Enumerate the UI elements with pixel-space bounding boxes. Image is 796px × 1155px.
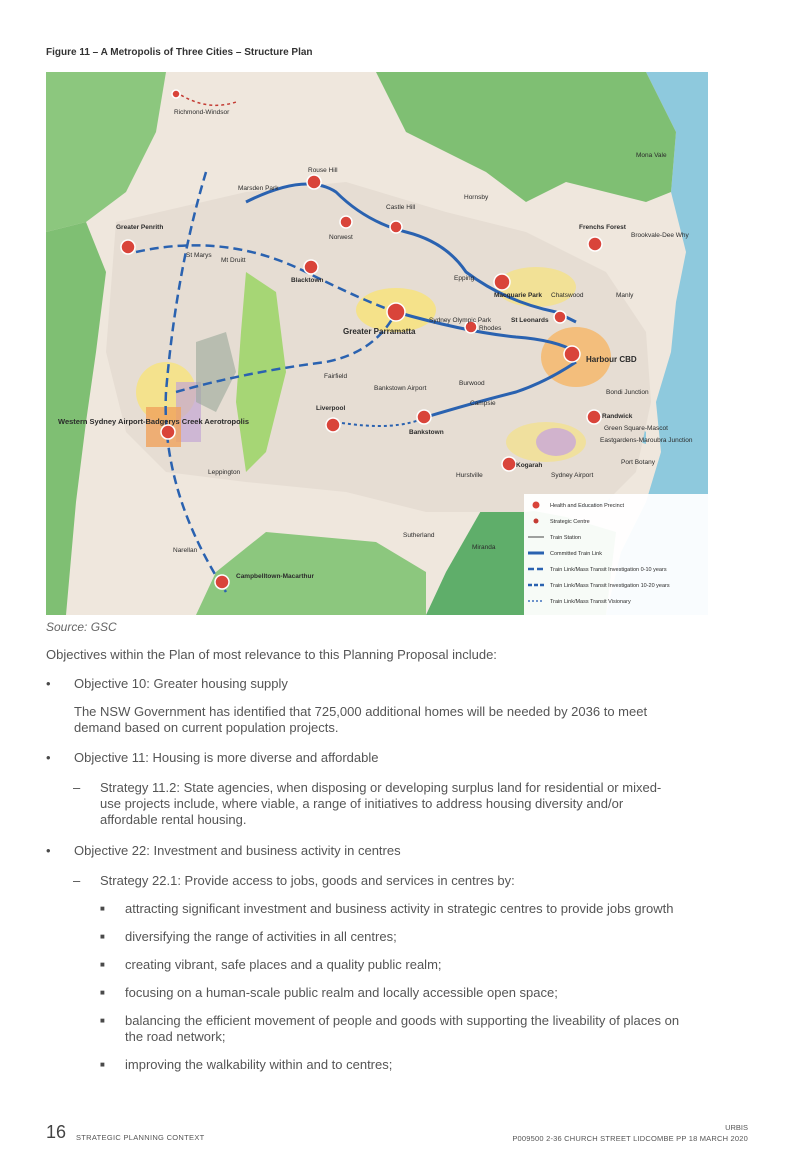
label-green-square: Green Square-Mascot xyxy=(604,425,668,432)
label-campsie: Campsie xyxy=(470,400,496,407)
obj10-line: demand based on current population projects. xyxy=(74,720,339,735)
label-miranda: Miranda xyxy=(472,544,496,551)
precinct-parramatta xyxy=(387,303,405,321)
bullet-dash: – xyxy=(73,873,81,888)
label-castle-hill: Castle Hill xyxy=(386,204,416,211)
map-svg xyxy=(46,72,708,615)
objective-22: Objective 22: Investment and business activity in centres xyxy=(74,843,401,858)
precinct-st-leonards xyxy=(554,311,566,323)
label-mona-vale: Mona Vale xyxy=(636,152,667,159)
figure-title: Figure 11 – A Metropolis of Three Cities – Structure Plan xyxy=(46,47,313,58)
legend-item-committed: Committed Train Link xyxy=(550,551,602,557)
label-sutherland: Sutherland xyxy=(403,532,435,539)
label-mt-druitt: Mt Druitt xyxy=(221,257,246,264)
precinct-bankstown xyxy=(417,410,431,424)
list-item-line: balancing the efficient movement of people and goods with supporting the liveability of places on xyxy=(125,1013,680,1028)
precinct-aerotropolis xyxy=(161,425,175,439)
precinct-harbour-cbd xyxy=(564,346,580,362)
list-item: improving the walkability within and to centres; xyxy=(125,1057,393,1072)
legend-item-centre: Strategic Centre xyxy=(550,519,590,525)
bullet-square: ■ xyxy=(100,988,105,997)
bullet-square: ■ xyxy=(100,1060,105,1069)
precinct-rouse-hill xyxy=(307,175,321,189)
obj10-line: The NSW Government has identified that 725,000 additional homes will be needed by 2036 to meet xyxy=(74,704,648,719)
label-hornsby: Hornsby xyxy=(464,194,489,201)
label-kogarah: Kogarah xyxy=(516,462,543,469)
legend-item-precinct: Health and Education Precinct xyxy=(550,503,624,509)
label-macquarie-park: Macquarie Park xyxy=(494,292,543,299)
precinct-kogarah xyxy=(502,457,516,471)
structure-plan-map xyxy=(46,72,708,615)
label-epping: Epping xyxy=(454,275,475,282)
label-sydney-airport: Sydney Airport xyxy=(551,472,594,479)
strategy-11-2 xyxy=(100,780,661,828)
label-blacktown: Blacktown xyxy=(291,277,324,284)
green-square-zone xyxy=(536,428,576,456)
bullet-square: ■ xyxy=(100,960,105,969)
precinct-castle-hill xyxy=(390,221,402,233)
precinct-richmond xyxy=(172,90,180,98)
footer-section: STRATEGIC PLANNING CONTEXT xyxy=(76,1133,205,1142)
figure-source: Source: GSC xyxy=(46,620,117,634)
label-sydney-olympic-park: Sydney Olympic Park xyxy=(429,317,492,324)
strat11-line: Strategy 11.2: State agencies, when disposing or developing surplus land for residential or mixed- xyxy=(100,780,662,795)
label-chatswood: Chatswood xyxy=(551,292,584,299)
label-bankstown-airport: Bankstown Airport xyxy=(374,385,427,392)
label-burwood: Burwood xyxy=(459,380,485,387)
list-item: diversifying the range of activities in all centres; xyxy=(125,929,397,944)
legend-item-0-10: Train Link/Mass Transit Investigation 0-10 years xyxy=(550,567,667,573)
label-bankstown: Bankstown xyxy=(409,429,444,436)
objective-11: Objective 11: Housing is more diverse and affordable xyxy=(74,750,379,765)
bullet-dot: • xyxy=(46,750,51,765)
label-fairfield: Fairfield xyxy=(324,373,348,380)
label-greater-penrith: Greater Penrith xyxy=(116,224,164,231)
legend-swatch-centre xyxy=(534,519,539,524)
legend-item-station: Train Station xyxy=(550,535,581,541)
list-item-line: the road network; xyxy=(125,1029,226,1044)
strat11-line: affordable rental housing. xyxy=(100,812,247,827)
label-liverpool: Liverpool xyxy=(316,405,346,412)
label-marsden-park: Marsden Park xyxy=(238,185,279,192)
precinct-norwest xyxy=(340,216,352,228)
label-richmond: Richmond-Windsor xyxy=(174,109,230,116)
legend-swatch-precinct xyxy=(532,501,540,509)
label-leppington: Leppington xyxy=(208,469,241,476)
label-greater-parramatta: Greater Parramatta xyxy=(343,327,416,336)
legend-item-visionary: Train Link/Mass Transit Visionary xyxy=(550,599,631,605)
label-campbelltown: Campbelltown-Macarthur xyxy=(236,573,315,580)
label-bondi-junction: Bondi Junction xyxy=(606,389,649,396)
list-item xyxy=(125,1013,679,1045)
intro-text: Objectives within the Plan of most relevance to this Planning Proposal include: xyxy=(46,647,497,662)
bullet-dot: • xyxy=(46,676,51,691)
label-norwest: Norwest xyxy=(329,234,353,241)
objective-10-paragraph xyxy=(74,704,647,736)
label-frenchs-forest: Frenchs Forest xyxy=(579,224,626,231)
label-st-leonards: St Leonards xyxy=(511,317,549,324)
precinct-campbelltown xyxy=(215,575,229,589)
precinct-randwick xyxy=(587,410,601,424)
label-randwick: Randwick xyxy=(602,413,633,420)
bullet-square: ■ xyxy=(100,932,105,941)
label-port-botany: Port Botany xyxy=(621,459,655,466)
precinct-frenchs-forest xyxy=(588,237,602,251)
strat11-line: use projects include, where viable, a range of initiatives to address housing diversity and/or xyxy=(100,796,624,811)
page-number: 16 xyxy=(46,1122,67,1142)
label-rhodes: Rhodes xyxy=(479,325,502,332)
footer-org: URBIS xyxy=(725,1123,748,1132)
list-item: attracting significant investment and business activity in strategic centres to provide jobs growth xyxy=(125,901,674,916)
map-legend xyxy=(524,494,708,615)
label-eastgardens: Eastgardens-Maroubra Junction xyxy=(600,437,693,444)
bullet-dash: – xyxy=(73,780,81,795)
label-western-sydney: Western Sydney Airport-Badgerys Creek Aerotropolis xyxy=(58,417,250,426)
label-harbour-cbd: Harbour CBD xyxy=(586,355,637,364)
label-brookvale: Brookvale-Dee Why xyxy=(631,232,689,239)
objective-10: Objective 10: Greater housing supply xyxy=(74,676,288,691)
list-item: focusing on a human-scale public realm and locally accessible open space; xyxy=(125,985,558,1000)
legend-item-10-20: Train Link/Mass Transit Investigation 10-20 years xyxy=(550,583,670,589)
bullet-dot: • xyxy=(46,843,51,858)
footer-doc-ref: P009500 2-36 CHURCH STREET LIDCOMBE PP 18 MARCH 2020 xyxy=(512,1134,748,1143)
label-hurstville: Hurstville xyxy=(456,472,483,479)
bullet-square: ■ xyxy=(100,1016,105,1025)
precinct-macquarie xyxy=(494,274,510,290)
label-manly: Manly xyxy=(616,292,634,299)
precinct-penrith xyxy=(121,240,135,254)
strategy-22-1: Strategy 22.1: Provide access to jobs, goods and services in centres by: xyxy=(100,873,515,888)
label-narellan: Narellan xyxy=(173,547,198,554)
list-item: creating vibrant, safe places and a quality public realm; xyxy=(125,957,442,972)
label-st-marys: St Marys xyxy=(186,252,212,259)
bullet-square: ■ xyxy=(100,904,105,913)
precinct-liverpool xyxy=(326,418,340,432)
precinct-blacktown xyxy=(304,260,318,274)
label-rouse-hill: Rouse Hill xyxy=(308,167,338,174)
